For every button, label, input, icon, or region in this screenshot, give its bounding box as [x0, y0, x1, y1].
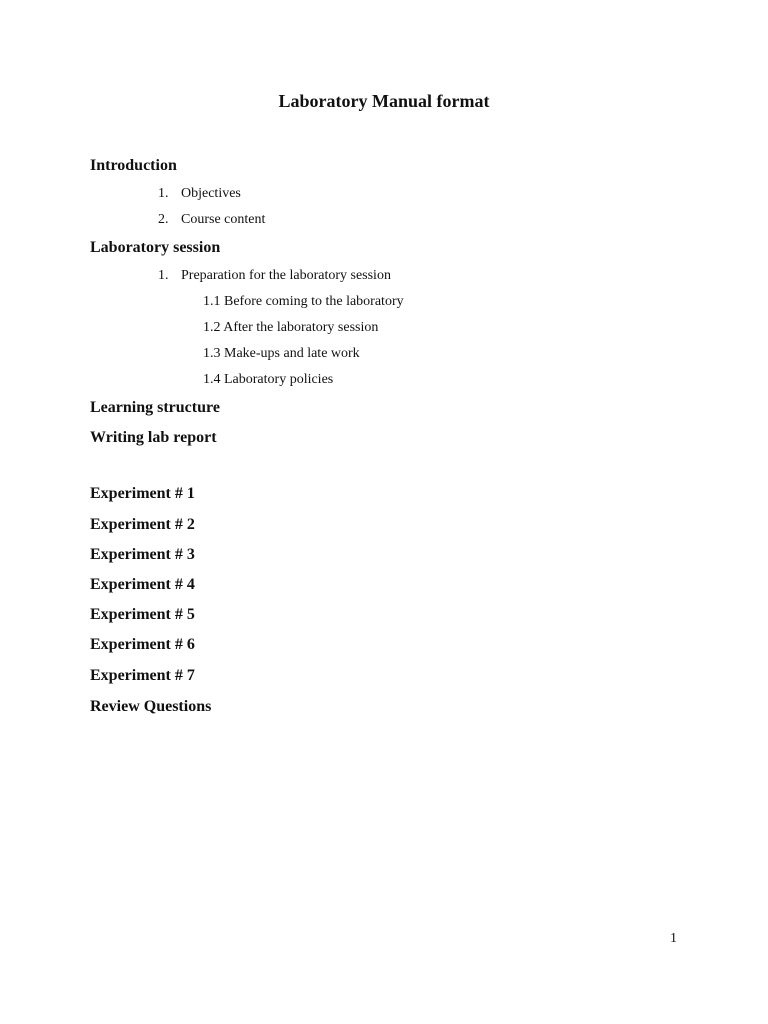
list-text: Objectives — [181, 186, 241, 201]
heading-experiment-5: Experiment # 5 — [90, 606, 195, 623]
heading-review-questions: Review Questions — [90, 698, 212, 715]
sub-item-before-coming: 1.1 Before coming to the laboratory — [203, 294, 404, 309]
heading-experiment-2: Experiment # 2 — [90, 516, 195, 533]
list-item-preparation — [158, 268, 391, 284]
heading-experiment-7: Experiment # 7 — [90, 667, 195, 684]
heading-writing-lab-report: Writing lab report — [90, 429, 217, 446]
heading-experiment-1: Experiment # 1 — [90, 485, 195, 502]
page-number: 1 — [670, 931, 677, 946]
list-text: Preparation for the laboratory session — [181, 268, 391, 283]
list-number: 1. — [158, 268, 169, 283]
list-number: 2. — [158, 212, 169, 227]
list-item-course-content — [158, 212, 265, 228]
heading-experiment-3: Experiment # 3 — [90, 546, 195, 563]
sub-item-after-session: 1.2 After the laboratory session — [203, 320, 379, 335]
page-title: Laboratory Manual format — [278, 91, 490, 111]
heading-experiment-4: Experiment # 4 — [90, 576, 195, 593]
sub-item-make-ups: 1.3 Make-ups and late work — [203, 346, 360, 361]
heading-laboratory-session: Laboratory session — [90, 239, 221, 256]
heading-experiment-6: Experiment # 6 — [90, 636, 195, 653]
sub-item-policies: 1.4 Laboratory policies — [203, 372, 334, 387]
list-text: Course content — [181, 212, 266, 227]
heading-learning-structure: Learning structure — [90, 399, 220, 416]
list-number: 1. — [158, 186, 169, 201]
heading-introduction: Introduction — [90, 157, 177, 174]
list-item-objectives — [158, 186, 241, 202]
